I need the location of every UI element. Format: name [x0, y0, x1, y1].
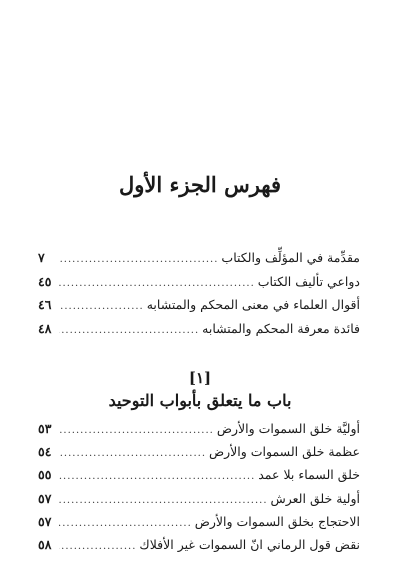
- toc-entry[interactable]: [38, 421, 360, 444]
- section-number: [١]: [188, 369, 212, 387]
- toc-entry-title: فائدة معرفة المحكم والمتشابه: [202, 320, 360, 336]
- toc-entry-title: أولية خلق العرش: [270, 490, 360, 506]
- toc-entry-title: مقدِّمة في المؤلِّف والكتاب: [221, 250, 360, 265]
- toc-entry[interactable]: [38, 467, 360, 490]
- dot-leader: [59, 495, 268, 506]
- toc-entry-page: ٥٧: [38, 490, 52, 506]
- dot-leader: [59, 471, 255, 482]
- section-title: باب ما يتعلق بأبواب التوحيد: [108, 391, 292, 410]
- toc-entry[interactable]: [38, 444, 360, 467]
- toc-entry-page: ٤٨: [38, 320, 52, 336]
- toc-entry[interactable]: [38, 491, 360, 514]
- index-title: فهرس الجزء الأول: [118, 172, 282, 197]
- dot-leader: [59, 518, 192, 529]
- dot-leader: [59, 448, 206, 459]
- toc-entry-title: أقوال العلماء في معنى المحكم والمتشابه: [146, 297, 360, 312]
- toc-entry[interactable]: [38, 297, 360, 321]
- dot-leader: [59, 425, 214, 436]
- dot-leader: [59, 254, 218, 265]
- toc-entry-page: ٥٣: [38, 421, 52, 436]
- toc-entry[interactable]: [38, 321, 360, 345]
- toc-entry[interactable]: [38, 274, 360, 298]
- toc-entry-title: نقض قول الرماني انّ السموات غير الأفلاك: [139, 536, 360, 552]
- toc-entry-title: دواعي تأليف الكتاب: [257, 273, 360, 289]
- toc-entry-page: ٥٥: [38, 467, 52, 483]
- toc-entry-title: أوليَّة خلق السموات والأرض: [216, 421, 360, 436]
- dot-leader: [59, 325, 199, 336]
- toc-entry-title: عظمة خلق السموات والأرض: [209, 444, 360, 460]
- toc-entry-page: ٥٤: [38, 444, 52, 460]
- toc-entry[interactable]: [38, 514, 360, 537]
- toc-entry-page: ٥٨: [38, 536, 52, 552]
- toc-entry-title: خلق السماء بلا عمد: [258, 467, 360, 483]
- dot-leader: [59, 278, 255, 289]
- toc-list-section: [38, 421, 360, 560]
- toc-list-intro: [38, 250, 360, 344]
- toc-entry-page: ٥٧: [38, 513, 52, 529]
- toc-entry-page: ٤٦: [38, 297, 52, 312]
- dot-leader: [59, 301, 144, 312]
- toc-entry[interactable]: [38, 537, 360, 560]
- toc-entry-page: ٧: [38, 250, 45, 265]
- toc-entry-title: الاحتجاج بخلق السموات والأرض: [194, 513, 360, 529]
- dot-leader: [59, 541, 136, 552]
- toc-entry[interactable]: [38, 250, 360, 274]
- toc-entry-page: ٤٥: [38, 273, 52, 289]
